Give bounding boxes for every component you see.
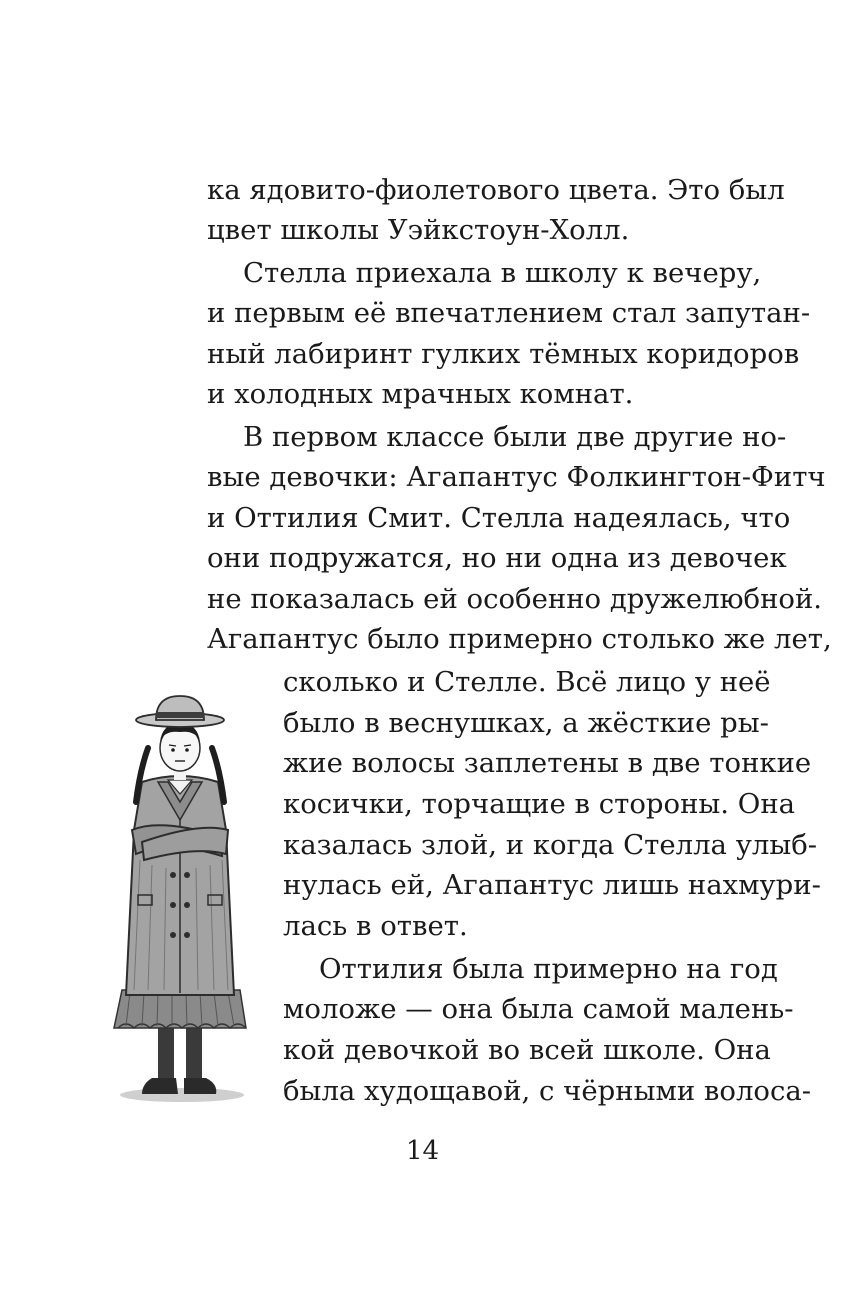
text-line: цвет школы Уэйкстоун-Холл.	[207, 214, 630, 246]
text-line: сколько и Стелле. Всё лицо у неё	[283, 666, 771, 698]
text-line: ный лабиринт гулких тёмных коридоров	[207, 338, 800, 370]
text-line: вые девочки: Агапантус Фолкингтон-Фитч	[207, 461, 826, 493]
text-line: Оттилия была примерно на год	[319, 953, 778, 985]
text-line: нулась ей, Агапантус лишь нахмури-	[283, 869, 821, 901]
girl-illustration	[100, 690, 260, 1110]
text-line: В первом классе были две другие но-	[243, 421, 787, 453]
text-line: ка ядовито-фиолетового цвета. Это был	[207, 174, 785, 206]
text-line: не показалась ей особенно дружелюбной.	[207, 583, 823, 615]
text-line: казалась злой, и когда Стелла улыб-	[283, 829, 818, 861]
text-line: Стелла приехала в школу к вечеру,	[243, 257, 762, 289]
text-line: кой девочкой во всей школе. Она	[283, 1034, 771, 1066]
text-line: была худощавой, с чёрными волоса-	[283, 1075, 812, 1107]
text-line: было в веснушках, а жёсткие ры-	[283, 707, 769, 739]
text-line: и холодных мрачных комнат.	[207, 378, 634, 410]
text-line: Агапантус было примерно столько же лет,	[207, 623, 832, 655]
text-line: моложе — она была самой малень-	[283, 993, 794, 1025]
text-line: жие волосы заплетены в две тонкие	[283, 747, 812, 779]
text-line: лась в ответ.	[283, 910, 468, 942]
text-line: они подружатся, но ни одна из девочек	[207, 542, 787, 574]
page-number: 14	[405, 1136, 440, 1166]
text-line: косички, торчащие в стороны. Она	[283, 788, 796, 820]
text-line: и Оттилия Смит. Стелла надеялась, что	[207, 502, 791, 534]
text-line: и первым её впечатлением стал запутан-	[207, 297, 811, 329]
